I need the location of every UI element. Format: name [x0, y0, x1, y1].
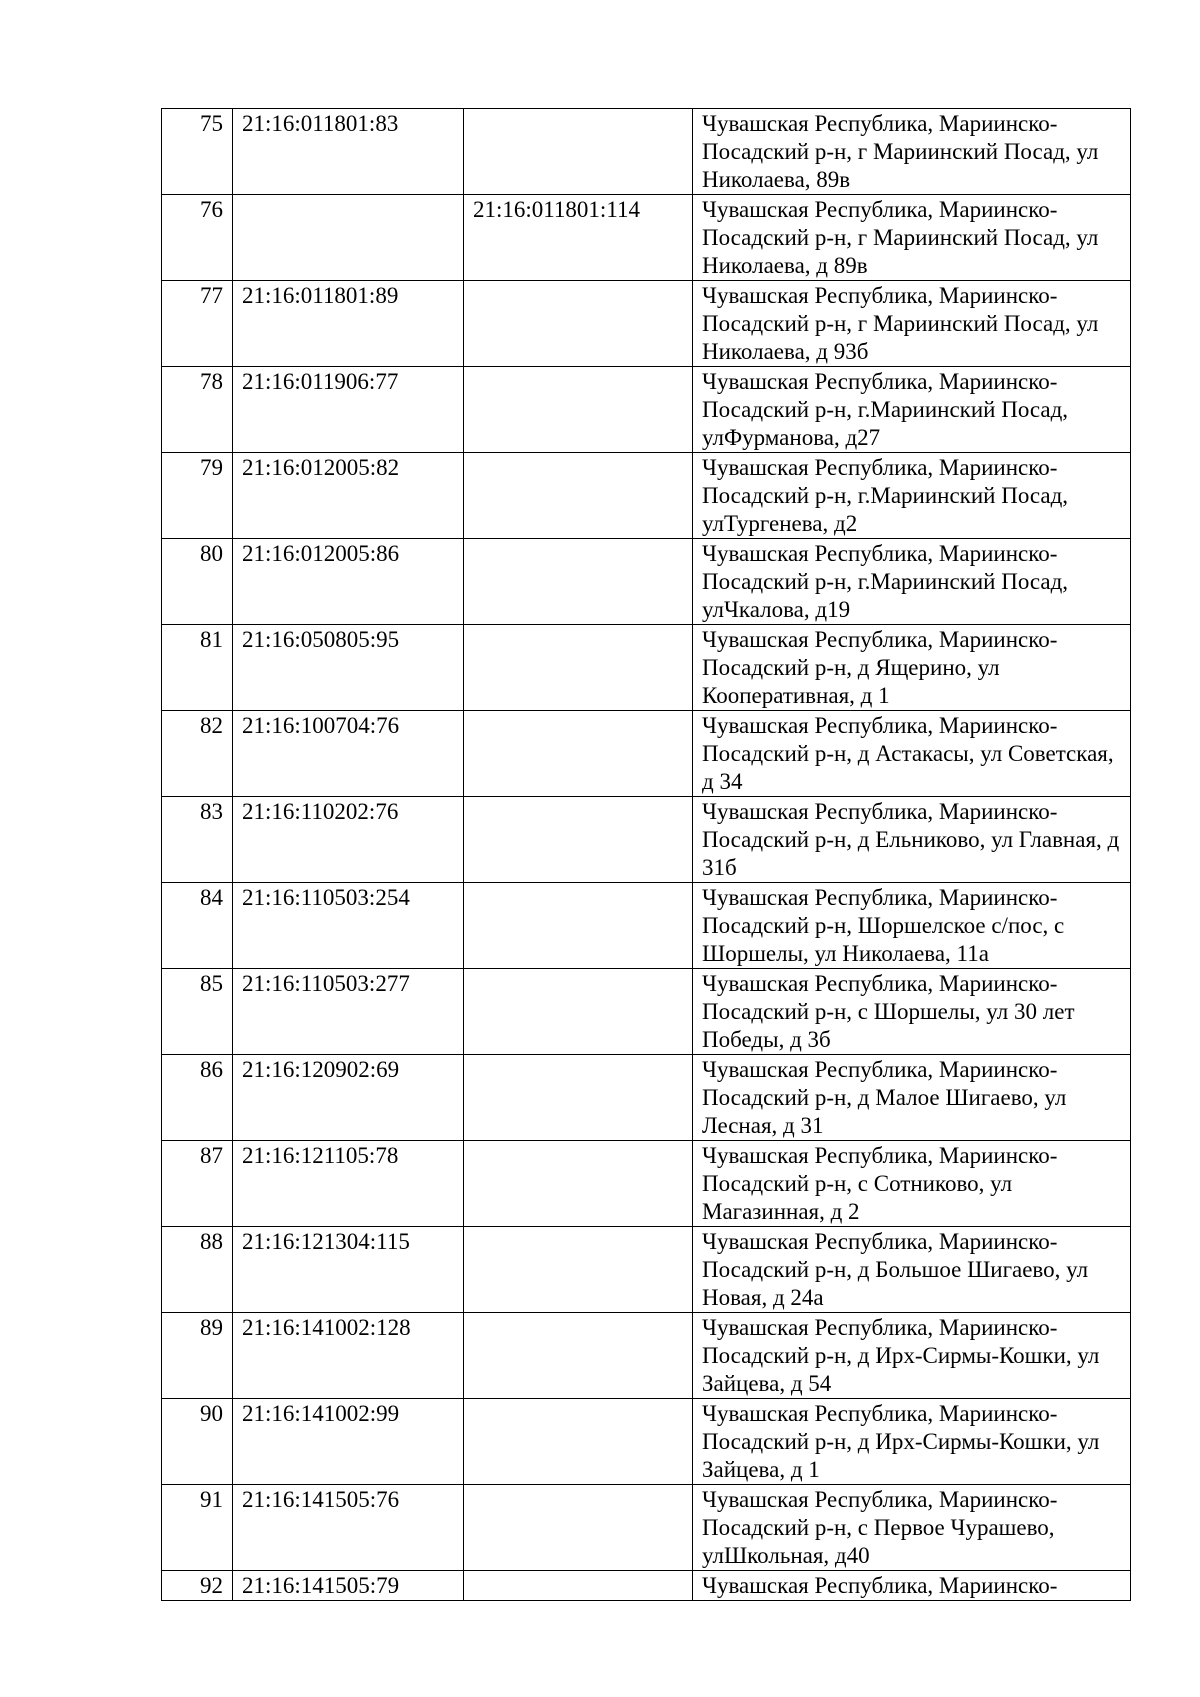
object-number-cell — [464, 1227, 693, 1313]
address-cell: Чувашская Республика, Мариинско-Посадский р-н, г Мариинский Посад, ул Николаева, д 93б — [693, 281, 1131, 367]
object-number-cell — [464, 1313, 693, 1399]
cadastral-number-cell: 21:16:120902:69 — [233, 1055, 464, 1141]
address-cell: Чувашская Республика, Мариинско-Посадский р-н, д Ирх-Сирмы-Кошки, ул Зайцева, д 1 — [693, 1399, 1131, 1485]
table-row — [162, 281, 1131, 367]
row-number-cell: 86 — [162, 1055, 233, 1141]
address-cell: Чувашская Республика, Мариинско-Посадский р-н, г.Мариинский Посад, улТургенева, д2 — [693, 453, 1131, 539]
row-number-cell: 85 — [162, 969, 233, 1055]
object-number-cell — [464, 883, 693, 969]
cadastral-number-cell: 21:16:110503:277 — [233, 969, 464, 1055]
object-number-cell — [464, 367, 693, 453]
address-cell: Чувашская Республика, Мариинско-Посадский р-н, д Ирх-Сирмы-Кошки, ул Зайцева, д 54 — [693, 1313, 1131, 1399]
table-row — [162, 1055, 1131, 1141]
row-number-cell: 78 — [162, 367, 233, 453]
table-row — [162, 625, 1131, 711]
address-cell: Чувашская Республика, Мариинско-Посадский р-н, д Большое Шигаево, ул Новая, д 24а — [693, 1227, 1131, 1313]
row-number-cell: 76 — [162, 195, 233, 281]
cadastral-number-cell: 21:16:012005:86 — [233, 539, 464, 625]
object-number-cell — [464, 1055, 693, 1141]
object-number-cell — [464, 1485, 693, 1571]
row-number-cell: 82 — [162, 711, 233, 797]
address-cell: Чувашская Республика, Мариинско-Посадский р-н, г.Мариинский Посад, улЧкалова, д19 — [693, 539, 1131, 625]
table-row — [162, 969, 1131, 1055]
address-cell: Чувашская Республика, Мариинско-Посадский р-н, с Сотниково, ул Магазинная, д 2 — [693, 1141, 1131, 1227]
address-cell: Чувашская Республика, Мариинско-Посадский р-н, Шоршелское с/пос, с Шоршелы, ул Николаева, 11а — [693, 883, 1131, 969]
cadastral-number-cell: 21:16:141505:79 — [233, 1571, 464, 1601]
table-row — [162, 1485, 1131, 1571]
table-row — [162, 539, 1131, 625]
table-row — [162, 453, 1131, 539]
row-number-cell: 89 — [162, 1313, 233, 1399]
property-registry-table — [161, 108, 1131, 1601]
table-row — [162, 109, 1131, 195]
object-number-cell — [464, 1571, 693, 1601]
address-cell: Чувашская Республика, Мариинско-Посадский р-н, г Мариинский Посад, ул Николаева, д 89в — [693, 195, 1131, 281]
row-number-cell: 75 — [162, 109, 233, 195]
object-number-cell — [464, 453, 693, 539]
object-number-cell: 21:16:011801:114 — [464, 195, 693, 281]
row-number-cell: 77 — [162, 281, 233, 367]
table-row — [162, 797, 1131, 883]
cadastral-number-cell: 21:16:011906:77 — [233, 367, 464, 453]
address-cell: Чувашская Республика, Мариинско-Посадский р-н, с Шоршелы, ул 30 лет Победы, д 3б — [693, 969, 1131, 1055]
object-number-cell — [464, 1141, 693, 1227]
cadastral-number-cell: 21:16:011801:83 — [233, 109, 464, 195]
cadastral-number-cell: 21:16:110202:76 — [233, 797, 464, 883]
cadastral-number-cell: 21:16:110503:254 — [233, 883, 464, 969]
object-number-cell — [464, 625, 693, 711]
row-number-cell: 88 — [162, 1227, 233, 1313]
row-number-cell: 79 — [162, 453, 233, 539]
cadastral-number-cell: 21:16:141505:76 — [233, 1485, 464, 1571]
row-number-cell: 90 — [162, 1399, 233, 1485]
address-cell: Чувашская Республика, Мариинско-Посадский р-н, г.Мариинский Посад, улФурманова, д27 — [693, 367, 1131, 453]
table-row — [162, 1399, 1131, 1485]
row-number-cell: 84 — [162, 883, 233, 969]
cadastral-number-cell: 21:16:121304:115 — [233, 1227, 464, 1313]
cadastral-number-cell: 21:16:012005:82 — [233, 453, 464, 539]
row-number-cell: 81 — [162, 625, 233, 711]
address-cell: Чувашская Республика, Мариинско-Посадский р-н, д Ящерино, ул Кооперативная, д 1 — [693, 625, 1131, 711]
cadastral-number-cell: 21:16:011801:89 — [233, 281, 464, 367]
object-number-cell — [464, 539, 693, 625]
address-cell: Чувашская Республика, Мариинско-Посадский р-н, г Мариинский Посад, ул Николаева, 89в — [693, 109, 1131, 195]
address-cell: Чувашская Республика, Мариинско-Посадский р-н, д Астакасы, ул Советская, д 34 — [693, 711, 1131, 797]
object-number-cell — [464, 281, 693, 367]
cadastral-number-cell: 21:16:121105:78 — [233, 1141, 464, 1227]
table-row — [162, 1227, 1131, 1313]
cadastral-number-cell: 21:16:050805:95 — [233, 625, 464, 711]
table-row — [162, 1141, 1131, 1227]
row-number-cell: 87 — [162, 1141, 233, 1227]
table-row — [162, 1571, 1131, 1601]
table-row — [162, 367, 1131, 453]
address-cell: Чувашская Республика, Мариинско-Посадский р-н, с Первое Чурашево, улШкольная, д40 — [693, 1485, 1131, 1571]
object-number-cell — [464, 797, 693, 883]
row-number-cell: 92 — [162, 1571, 233, 1601]
object-number-cell — [464, 969, 693, 1055]
address-cell: Чувашская Республика, Мариинско-Посадский р-н, д Ельниково, ул Главная, д 31б — [693, 797, 1131, 883]
object-number-cell — [464, 1399, 693, 1485]
row-number-cell: 80 — [162, 539, 233, 625]
cadastral-number-cell: 21:16:141002:128 — [233, 1313, 464, 1399]
cadastral-number-cell: 21:16:141002:99 — [233, 1399, 464, 1485]
address-cell: Чувашская Республика, Мариинско- — [693, 1571, 1131, 1601]
address-cell: Чувашская Республика, Мариинско-Посадский р-н, д Малое Шигаево, ул Лесная, д 31 — [693, 1055, 1131, 1141]
table-row — [162, 1313, 1131, 1399]
cadastral-number-cell — [233, 195, 464, 281]
row-number-cell: 83 — [162, 797, 233, 883]
row-number-cell: 91 — [162, 1485, 233, 1571]
table-row — [162, 883, 1131, 969]
registry-table-body — [162, 109, 1131, 1601]
table-row — [162, 711, 1131, 797]
object-number-cell — [464, 711, 693, 797]
table-row — [162, 195, 1131, 281]
object-number-cell — [464, 109, 693, 195]
cadastral-number-cell: 21:16:100704:76 — [233, 711, 464, 797]
